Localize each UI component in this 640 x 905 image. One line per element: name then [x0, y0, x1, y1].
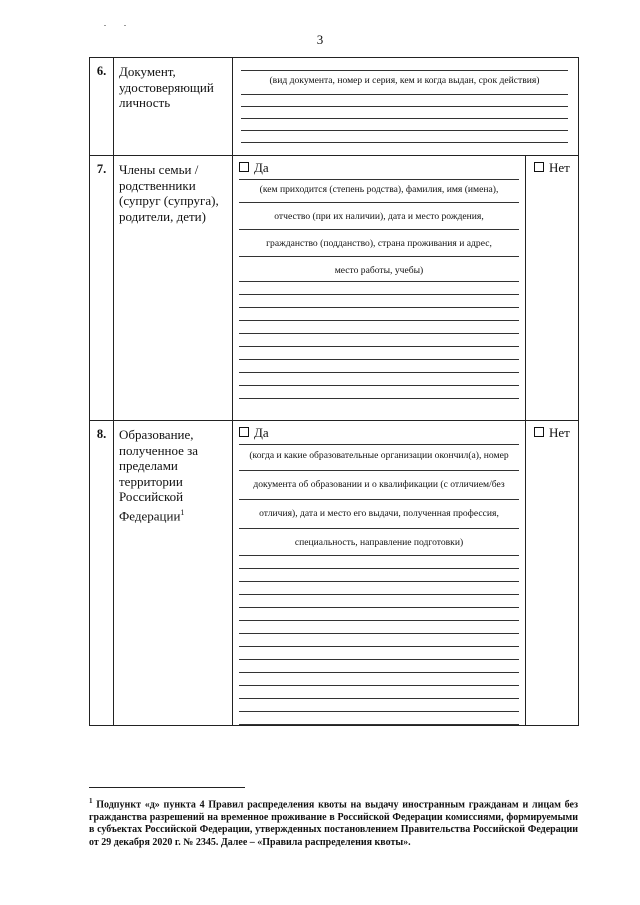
fill-line[interactable] [239, 223, 519, 230]
field-caption: (когда и какие образовательные организации окончил(а), номер [249, 450, 509, 461]
fill-line[interactable] [239, 699, 519, 712]
row-label-text: Образование, полученное за пределами территории Российской Федерации [119, 427, 199, 523]
fill-line[interactable] [239, 556, 519, 569]
fill-line[interactable] [239, 549, 519, 556]
row-number: 8. [90, 421, 114, 726]
yes-label: Да [254, 160, 269, 175]
scan-speck [124, 25, 126, 26]
no-checkbox[interactable] [526, 421, 579, 726]
checkbox-square-icon[interactable] [239, 162, 249, 172]
fill-line[interactable] [239, 347, 519, 360]
fill-line[interactable] [239, 712, 519, 725]
no-label: Нет [549, 160, 570, 175]
row-number: 6. [90, 58, 114, 156]
row-label-identity-document: Документ, удостоверяющий личность [114, 58, 233, 156]
fill-line[interactable] [239, 582, 519, 595]
fill-line[interactable] [239, 373, 519, 386]
footnote-marker: 1 [180, 507, 185, 517]
fill-line[interactable] [239, 621, 519, 634]
yes-checkbox[interactable] [239, 156, 519, 174]
field-caption: отличия), дата и место его выдачи, полученная профессия, [259, 508, 499, 519]
fill-line[interactable] [239, 295, 519, 308]
fill-line[interactable] [241, 87, 568, 95]
form-row-8 [90, 421, 579, 726]
page-number: 3 [316, 32, 324, 47]
fill-line[interactable] [239, 321, 519, 334]
fill-line[interactable] [239, 520, 519, 529]
fill-line[interactable] [239, 462, 519, 471]
checkbox-square-icon[interactable] [239, 427, 249, 437]
application-form-table [89, 57, 579, 726]
field-caption: специальность, направление подготовки) [294, 537, 464, 548]
yes-checkbox[interactable] [239, 421, 519, 439]
fill-line[interactable] [239, 608, 519, 621]
footnote [89, 795, 578, 849]
fill-line[interactable] [241, 131, 568, 143]
footnote-marker: 1 [89, 797, 93, 805]
yes-label: Да [254, 425, 269, 440]
fill-line[interactable] [239, 196, 519, 203]
form-row-7 [90, 156, 579, 421]
row-label-foreign-education [114, 421, 233, 726]
fill-line[interactable] [239, 491, 519, 500]
fill-line[interactable] [239, 647, 519, 660]
family-members-field[interactable] [233, 156, 526, 421]
checkbox-square-icon[interactable] [534, 162, 544, 172]
form-row-6 [90, 58, 579, 156]
footnote-separator [89, 787, 245, 788]
field-caption: (кем приходится (степень родства), фамилия, имя (имена), [259, 184, 499, 195]
fill-line[interactable] [239, 308, 519, 321]
checkbox-square-icon[interactable] [534, 427, 544, 437]
fill-line[interactable] [239, 569, 519, 582]
fill-line[interactable] [239, 334, 519, 347]
field-caption: документа об образовании и о квалификации (с отличием/без [253, 479, 505, 490]
fill-line[interactable] [241, 107, 568, 119]
no-checkbox[interactable] [526, 156, 579, 421]
row-label-family-members: Члены семьи / родственники (супруг (супруга), родители, дети) [114, 156, 233, 421]
fill-line[interactable] [239, 660, 519, 673]
identity-document-field[interactable] [233, 58, 579, 156]
field-caption: место работы, учебы) [334, 265, 424, 276]
fill-line[interactable] [239, 595, 519, 608]
fill-line[interactable] [239, 386, 519, 399]
fill-line[interactable] [239, 282, 519, 295]
scan-speck [104, 25, 106, 26]
field-caption: (вид документа, номер и серия, кем и когда выдан, срок действия) [269, 75, 540, 86]
foreign-education-field[interactable] [233, 421, 526, 726]
fill-line[interactable] [241, 119, 568, 131]
field-caption: гражданство (подданство), страна проживания и адрес, [266, 238, 492, 249]
fill-line[interactable] [239, 673, 519, 686]
fill-line[interactable] [241, 58, 568, 71]
no-label: Нет [549, 425, 570, 440]
footnote-text: Подпункт «д» пункта 4 Правил распределения квоты на выдачу иностранным гражданам и лицам без гражданства разрешений на временное проживание в Российской Федерации комиссиями, формируемыми в субъектах Российской Федерации, утвержденных постановлением Правительства Российской Федерации от 29 декабря 2020 г. № 2345. Далее – «Правила распределения квоты». [89, 799, 578, 848]
fill-line[interactable] [239, 686, 519, 699]
row-number: 7. [90, 156, 114, 421]
fill-line[interactable] [239, 360, 519, 373]
fill-line[interactable] [239, 634, 519, 647]
fill-line[interactable] [241, 95, 568, 107]
fill-line[interactable] [239, 250, 519, 257]
field-caption: отчество (при их наличии), дата и место рождения, [274, 211, 484, 222]
